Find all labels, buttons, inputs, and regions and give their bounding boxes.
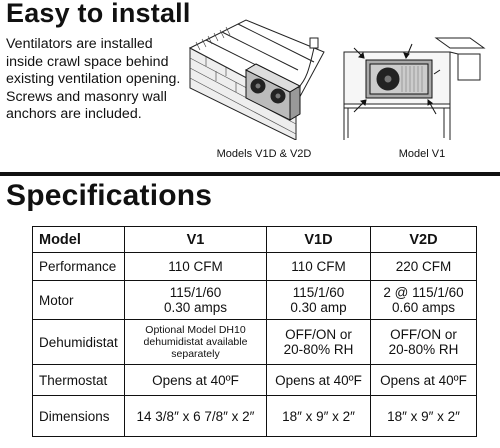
cell-v1: 14 3/8″ x 6 7/8″ x 2″ [125, 396, 267, 437]
table-row-motor [33, 281, 477, 320]
cell-v1: Optional Model DH10 dehumidistat available separately [125, 320, 267, 365]
cell-v2d: 2 @ 115/1/60 0.60 amps [371, 281, 477, 320]
install-description: Ventilators are installed inside crawl space behind existing ventilation opening. Screws and masonry wall anchors are included. [6, 36, 181, 122]
table-row-dehumidistat [33, 320, 477, 365]
cell-v1: 110 CFM [125, 253, 267, 281]
cell-v1d: 115/1/60 0.30 amp [267, 281, 371, 320]
cell-v1d: 18″ x 9″ x 2″ [267, 396, 371, 437]
column-header-v1: V1 [125, 227, 267, 253]
table-row-thermostat [33, 365, 477, 396]
cell-v2d: 220 CFM [371, 253, 477, 281]
cell-v1: Opens at 40ºF [125, 365, 267, 396]
column-header-v2d: V2D [371, 227, 477, 253]
column-header-v1d: V1D [267, 227, 371, 253]
model-v1-illustration [340, 8, 492, 140]
row-label: Dimensions [33, 396, 125, 437]
cell-v2d: Opens at 40ºF [371, 365, 477, 396]
models-v1d-v2d-illustration [186, 8, 326, 140]
cell-v2d: OFF/ON or 20-80% RH [371, 320, 477, 365]
models-v1d-v2d-caption: Models V1D & V2D [216, 148, 312, 160]
cell-v1d: 110 CFM [267, 253, 371, 281]
row-label: Performance [33, 253, 125, 281]
cell-v1d: Opens at 40ºF [267, 365, 371, 396]
easy-to-install-heading: Easy to install [6, 0, 191, 28]
column-header-model: Model [33, 227, 125, 253]
section-divider [0, 172, 500, 176]
table-row-dimensions [33, 396, 477, 437]
specifications-table [32, 226, 477, 437]
cell-v1: 115/1/60 0.30 amps [125, 281, 267, 320]
table-row-performance [33, 253, 477, 281]
specifications-heading: Specifications [6, 179, 213, 212]
cell-v2d: 18″ x 9″ x 2″ [371, 396, 477, 437]
row-label: Motor [33, 281, 125, 320]
row-label: Thermostat [33, 365, 125, 396]
row-label: Dehumidistat [33, 320, 125, 365]
cell-v1d: OFF/ON or 20-80% RH [267, 320, 371, 365]
table-header-row [33, 227, 477, 253]
model-v1-caption: Model V1 [398, 148, 446, 160]
